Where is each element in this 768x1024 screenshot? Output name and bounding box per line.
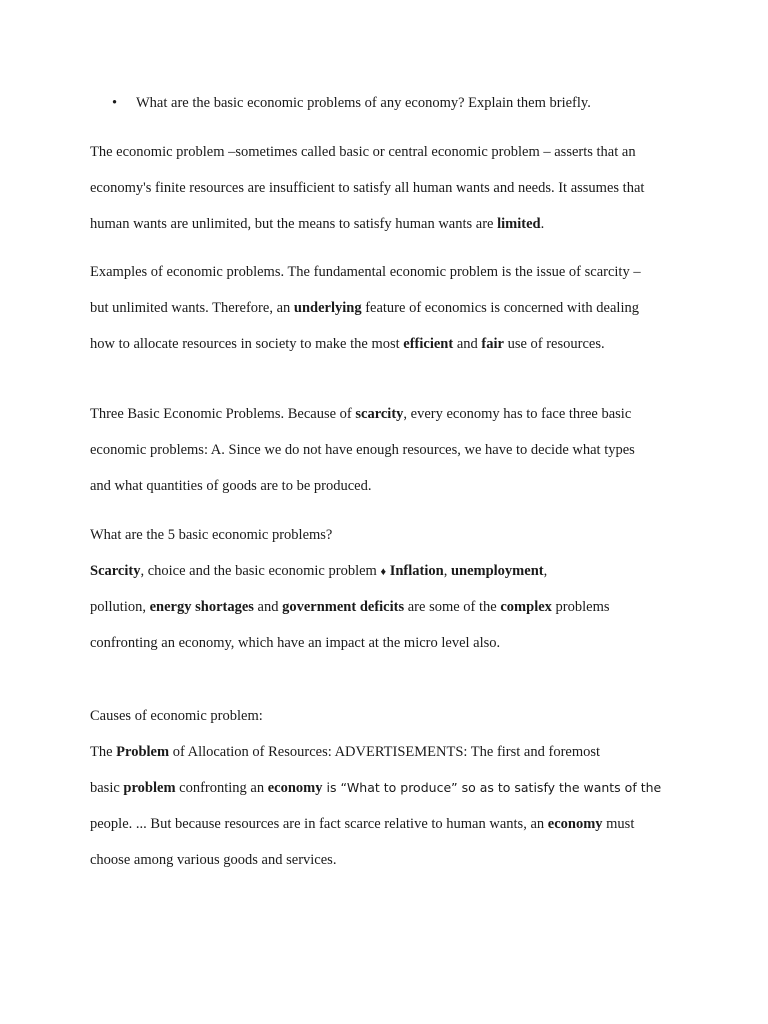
bold-term: scarcity — [355, 406, 404, 422]
diamond-icon: ♦ — [380, 566, 387, 578]
paragraph-causes — [90, 706, 678, 886]
text-run: and — [453, 336, 482, 352]
text-run: , — [543, 563, 548, 579]
paragraph-line — [90, 262, 678, 298]
question-text: What are the basic economic problems of any economy? Explain them briefly. — [136, 95, 591, 111]
section-heading: Causes of economic problem: — [90, 708, 263, 724]
paragraph-line — [90, 633, 678, 669]
question-line: What are the 5 basic economic problems? — [90, 527, 333, 543]
bold-term: government deficits — [282, 599, 405, 615]
bold-term: efficient — [403, 336, 454, 352]
text-run: Three Basic Economic Problems. Because of — [90, 406, 356, 422]
paragraph-line — [90, 214, 678, 250]
text-line: economic problems: A. Since we do not have enough resources, we have to decide what types — [90, 442, 635, 458]
bold-term: Problem — [116, 744, 170, 760]
bold-term: limited — [497, 216, 541, 232]
text-run: how to allocate resources in society to make the most — [90, 336, 404, 352]
paragraph-five-problems — [90, 525, 678, 669]
paragraph-line — [90, 404, 678, 440]
text-line: choose among various goods and services. — [90, 852, 337, 868]
text-run: confronting an — [175, 780, 268, 796]
paragraph-line — [90, 476, 678, 512]
text-run: feature of economics is concerned with dealing — [361, 300, 639, 316]
bold-term: unemployment — [450, 563, 544, 579]
paragraph-line — [90, 742, 678, 778]
text-line: confronting an economy, which have an impact at the micro level also. — [90, 635, 501, 651]
text-run: people. ... But because resources are in fact scarce relative to human wants, an — [90, 816, 548, 832]
text-run: but unlimited wants. Therefore, an — [90, 300, 294, 316]
subheading — [90, 525, 678, 561]
paragraph-line — [90, 850, 678, 886]
paragraph-economic-problem — [90, 142, 678, 250]
text-run: use of resources. — [503, 336, 605, 352]
bold-term: problem — [123, 780, 176, 796]
bold-term: underlying — [293, 300, 362, 316]
paragraph-line — [90, 814, 678, 850]
paragraph-line — [90, 334, 678, 370]
paragraph-line — [90, 561, 678, 597]
text-run: . — [540, 216, 545, 232]
subheading — [90, 706, 678, 742]
text-run: basic — [90, 780, 124, 796]
text-run: human wants are unlimited, but the means to satisfy human wants are — [90, 216, 498, 232]
paragraph-line — [90, 142, 678, 178]
text-run: and — [253, 599, 283, 615]
paragraph-line — [90, 178, 678, 214]
bold-term: Inflation — [386, 563, 444, 579]
text-run: problems — [551, 599, 610, 615]
text-run: , choice and the basic economic problem — [140, 563, 381, 579]
text-run: must — [602, 816, 635, 832]
paragraph-line — [90, 778, 678, 814]
bold-term: economy — [267, 780, 323, 796]
text-run: are some of the — [404, 599, 501, 615]
bold-term: economy — [547, 816, 603, 832]
bold-term: fair — [481, 336, 504, 352]
text-line: economy's finite resources are insufficient to satisfy all human wants and needs. It assumes that — [90, 180, 645, 196]
bold-term: energy shortages — [149, 599, 254, 615]
paragraph-line — [90, 440, 678, 476]
text-run: The — [90, 744, 117, 760]
text-run: is “What to produce” so as to satisfy the wants of the — [322, 780, 662, 795]
text-run: , every economy has to face three basic — [403, 406, 632, 422]
bold-term: Scarcity — [90, 563, 141, 579]
paragraph-three-problems — [90, 404, 678, 512]
bold-term: complex — [500, 599, 552, 615]
text-run: of Allocation of Resources: ADVERTISEMENTS: The first and foremost — [169, 744, 601, 760]
text-line: The economic problem –sometimes called basic or central economic problem – asserts that an — [90, 144, 636, 160]
text-line: and what quantities of goods are to be produced. — [90, 478, 372, 494]
paragraph-line — [90, 298, 678, 334]
text-run: , — [443, 563, 451, 579]
bullet-marker: • — [112, 95, 118, 111]
paragraph-examples — [90, 262, 678, 370]
text-line: Examples of economic problems. The fundamental economic problem is the issue of scarcity – — [90, 264, 641, 280]
text-run: pollution, — [90, 599, 150, 615]
paragraph-line — [90, 597, 678, 633]
